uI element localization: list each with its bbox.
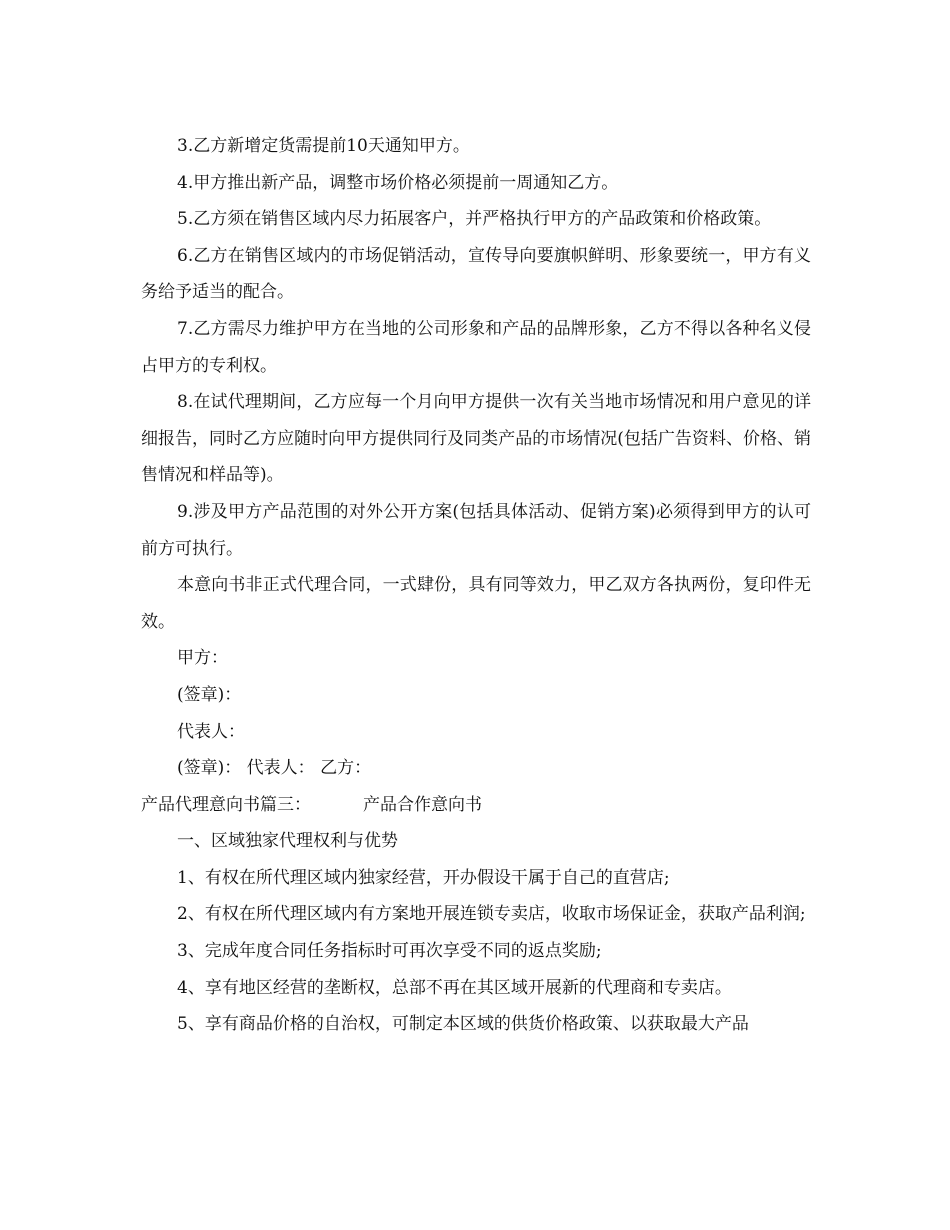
signature-seal: (签章)： (177, 684, 242, 705)
section-title (141, 787, 811, 824)
right-item-1: 1、有权在所代理区域内独家经营，开办假设干属于自己的直营店; (177, 867, 670, 888)
section-title-left: 产品代理意向书篇三： (141, 794, 311, 815)
right-item-2: 2、有权在所代理区域内有方案地开展连锁专卖店，收取市场保证金，获取产品利润; (177, 904, 806, 925)
document-body (141, 128, 811, 1043)
clause-7: 7.乙方需尽力维护甲方在当地的公司形象和产品的品牌形象，乙方不得以各种名义侵占甲方的专利权。 (141, 318, 811, 376)
signature-party-a: 甲方： (177, 648, 228, 669)
clause-6: 6.乙方在销售区域内的市场促销活动，宣传导向要旗帜鲜明、形象要统一，甲方有义务给予适当的配合。 (141, 245, 811, 303)
clause-3: 3.乙方新增定货需提前10天通知甲方。 (177, 136, 470, 156)
right-item-5: 5、享有商品价格的自治权，可制定本区域的供货价格政策、以获取最大产品 (177, 1014, 749, 1035)
clause-8: 8.在试代理期间，乙方应每一个月向甲方提供一次有关当地市场情况和用户意见的详细报告，同时乙方应随时向甲方提供同行及同类产品的市场情况(包括广告资料、价格、销售情况和样品等)。 (141, 392, 811, 486)
right-item-3: 3、完成年度合同任务指标时可再次享受不同的返点奖励; (177, 941, 602, 962)
right-item-4: 4、享有地区经营的垄断权，总部不再在其区域开展新的代理商和专卖店。 (177, 977, 732, 998)
signature-final-line: (签章)： 代表人： 乙方： (177, 758, 372, 779)
section-title-right: 产品合作意向书 (363, 794, 482, 815)
section-heading: 一、区域独家代理权利与优势 (177, 831, 398, 852)
clause-4: 4.甲方推出新产品，调整市场价格必须提前一周通知乙方。 (177, 172, 619, 193)
clause-9: 9.涉及甲方产品范围的对外公开方案(包括具体活动、促销方案)必须得到甲方的认可前方可执行。 (141, 501, 811, 559)
clause-5: 5.乙方须在销售区域内尽力拓展客户，并严格执行甲方的产品政策和价格政策。 (177, 209, 772, 230)
signature-representative: 代表人： (177, 721, 245, 742)
validity-clause: 本意向书非正式代理合同，一式肆份，具有同等效力，甲乙双方各执两份，复印件无效。 (141, 575, 811, 632)
